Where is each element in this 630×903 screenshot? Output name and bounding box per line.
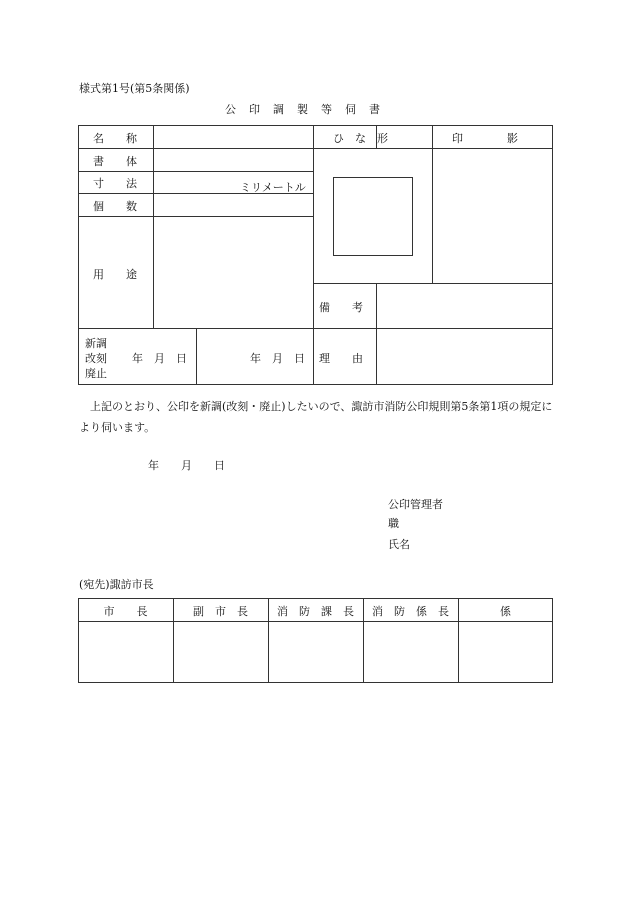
shincho-label: 新調 [85,337,107,350]
haishi-label: 廃止 [85,367,107,380]
hina-label: ひ な 形 [333,132,388,145]
col-line-3 [432,125,433,283]
col-line-5 [196,328,197,385]
approval-header-deputy-mayor: 副 市 長 [193,605,248,618]
approval-header-staff: 係 [500,605,511,618]
row-line-6 [78,328,553,329]
row-line-4 [78,216,313,217]
col-line-4 [376,283,377,385]
sunpo-label: 寸 法 [93,177,137,190]
date-field-2: 年 月 日 [250,352,305,365]
name-label: 名 称 [93,132,137,145]
main-table-border [78,125,553,385]
riyu-label: 理 由 [319,352,363,365]
shotai-label: 書 体 [93,155,137,168]
addressee: (宛先)諏訪市長 [79,578,154,591]
sunpo-unit: ミリメートル [240,181,306,194]
seal-manager-label: 公印管理者 [388,498,443,511]
row-line-2 [78,171,313,172]
row-line-5 [313,283,553,284]
approval-header-line [78,621,553,622]
approval-header-fire-unit-chief: 消 防 係 長 [372,605,449,618]
document-title: 公 印 調 製 等 伺 書 [225,103,381,116]
kaikoku-label: 改刻 [85,352,107,365]
body-paragraph: 上記のとおり、公印を新調(改刻・廃止)したいので、諏訪市消防公印規則第5条第1項の規定により伺います。 [79,400,553,434]
kosu-label: 個 数 [93,200,137,213]
biko-label: 備 考 [319,301,363,314]
col-line-1 [153,125,154,328]
position-label: 職 [388,517,399,530]
date-field-1: 年 月 日 [132,352,187,365]
yoto-label: 用 途 [93,268,137,281]
approval-header-fire-section-chief: 消 防 課 長 [277,605,354,618]
row-line-1 [78,148,553,149]
approval-header-mayor: 市 長 [103,605,148,618]
inkage-label: 印 影 [452,132,518,145]
col-line-2 [313,125,314,385]
date-line: 年 月 日 [148,459,225,472]
form-number: 様式第1号(第5条関係) [79,82,190,95]
applicant-name-label: 氏名 [388,538,410,551]
seal-sample-box [333,177,413,256]
